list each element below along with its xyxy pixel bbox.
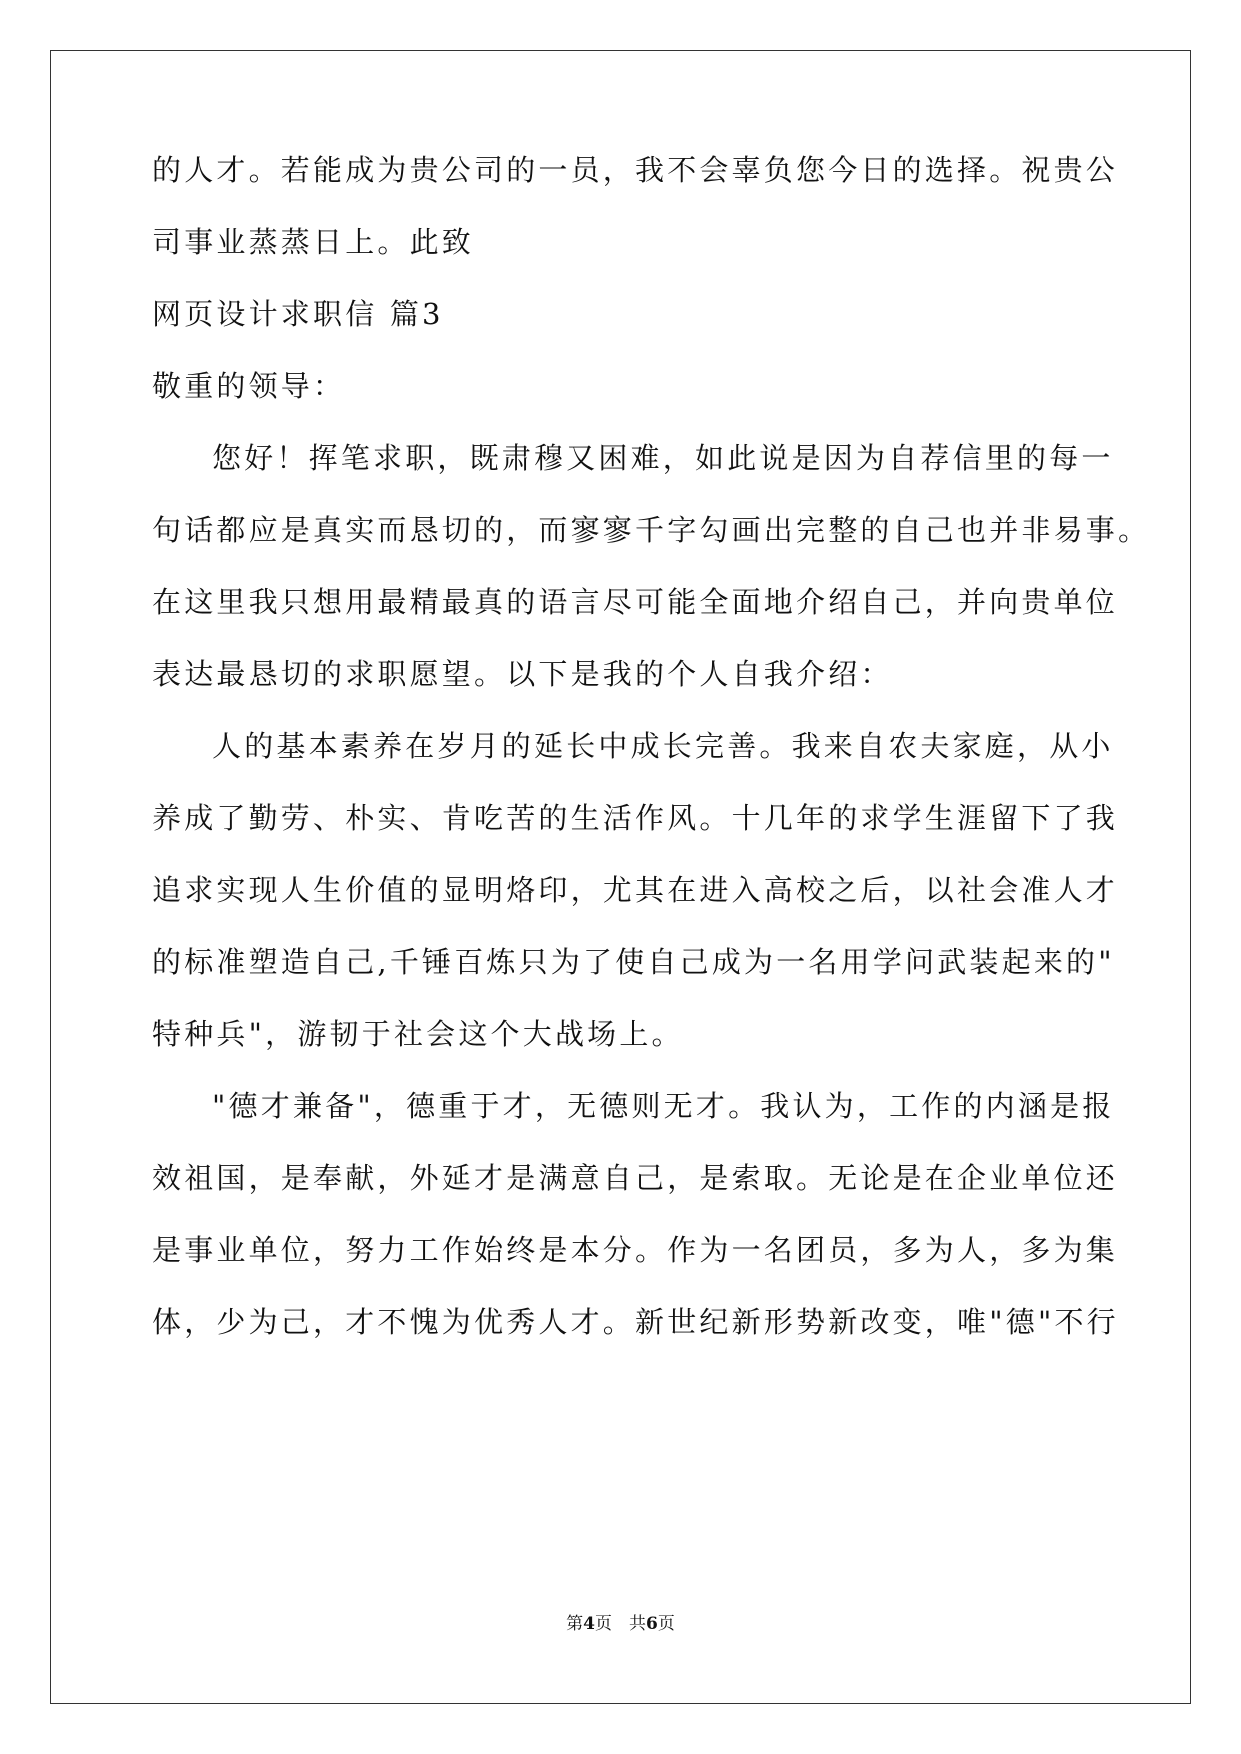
salutation: 敬重的领导： xyxy=(152,369,346,403)
footer-middle: 页 共 xyxy=(595,1614,646,1634)
text-line: 追求实现人生价值的显明烙印，尤其在进入高校之后，以社会准人才 xyxy=(152,873,1119,907)
text-line: 效祖国，是奉献，外延才是满意自己，是索取。无论是在企业单位还 xyxy=(152,1161,1119,1195)
text-line: 是事业单位，努力工作始终是本分。作为一名团员，多为人，多为集 xyxy=(152,1233,1119,1267)
section-heading: 网页设计求职信 篇3 xyxy=(152,297,444,331)
footer-prefix: 第 xyxy=(566,1614,584,1634)
page-footer xyxy=(0,1612,1241,1636)
footer-suffix: 页 xyxy=(657,1614,675,1634)
text-line: 的人才。若能成为贵公司的一员，我不会辜负您今日的选择。祝贵公 xyxy=(152,153,1119,187)
current-page-number: 4 xyxy=(583,1614,595,1634)
text-line: 句话都应是真实而恳切的，而寥寥千字勾画出完整的自己也并非易事。 xyxy=(152,513,1151,547)
text-line: 表达最恳切的求职愿望。以下是我的个人自我介绍： xyxy=(152,657,893,691)
text-line: 人的基本素养在岁月的延长中成长完善。我来自农夫家庭，从小 xyxy=(212,729,1114,763)
text-line: 在这里我只想用最精最真的语言尽可能全面地介绍自己，并向贵单位 xyxy=(152,585,1119,619)
text-line: 特种兵"，游韧于社会这个大战场上。 xyxy=(152,1017,684,1051)
total-pages-number: 6 xyxy=(646,1614,658,1634)
text-line: 的标准塑造自己,千锤百炼只为了使自己成为一名用学问武装起来的" xyxy=(152,945,1115,979)
text-line: "德才兼备"，德重于才，无德则无才。我认为，工作的内涵是报 xyxy=(212,1089,1115,1123)
text-line: 养成了勤劳、朴实、肯吃苦的生活作风。十几年的求学生涯留下了我 xyxy=(152,801,1119,835)
text-line: 司事业蒸蒸日上。此致 xyxy=(152,225,475,259)
text-line: 体，少为己，才不愧为优秀人才。新世纪新形势新改变，唯"德"不行 xyxy=(152,1305,1119,1339)
text-line: 您好！挥笔求职，既肃穆又困难，如此说是因为自荐信里的每一 xyxy=(212,441,1114,475)
